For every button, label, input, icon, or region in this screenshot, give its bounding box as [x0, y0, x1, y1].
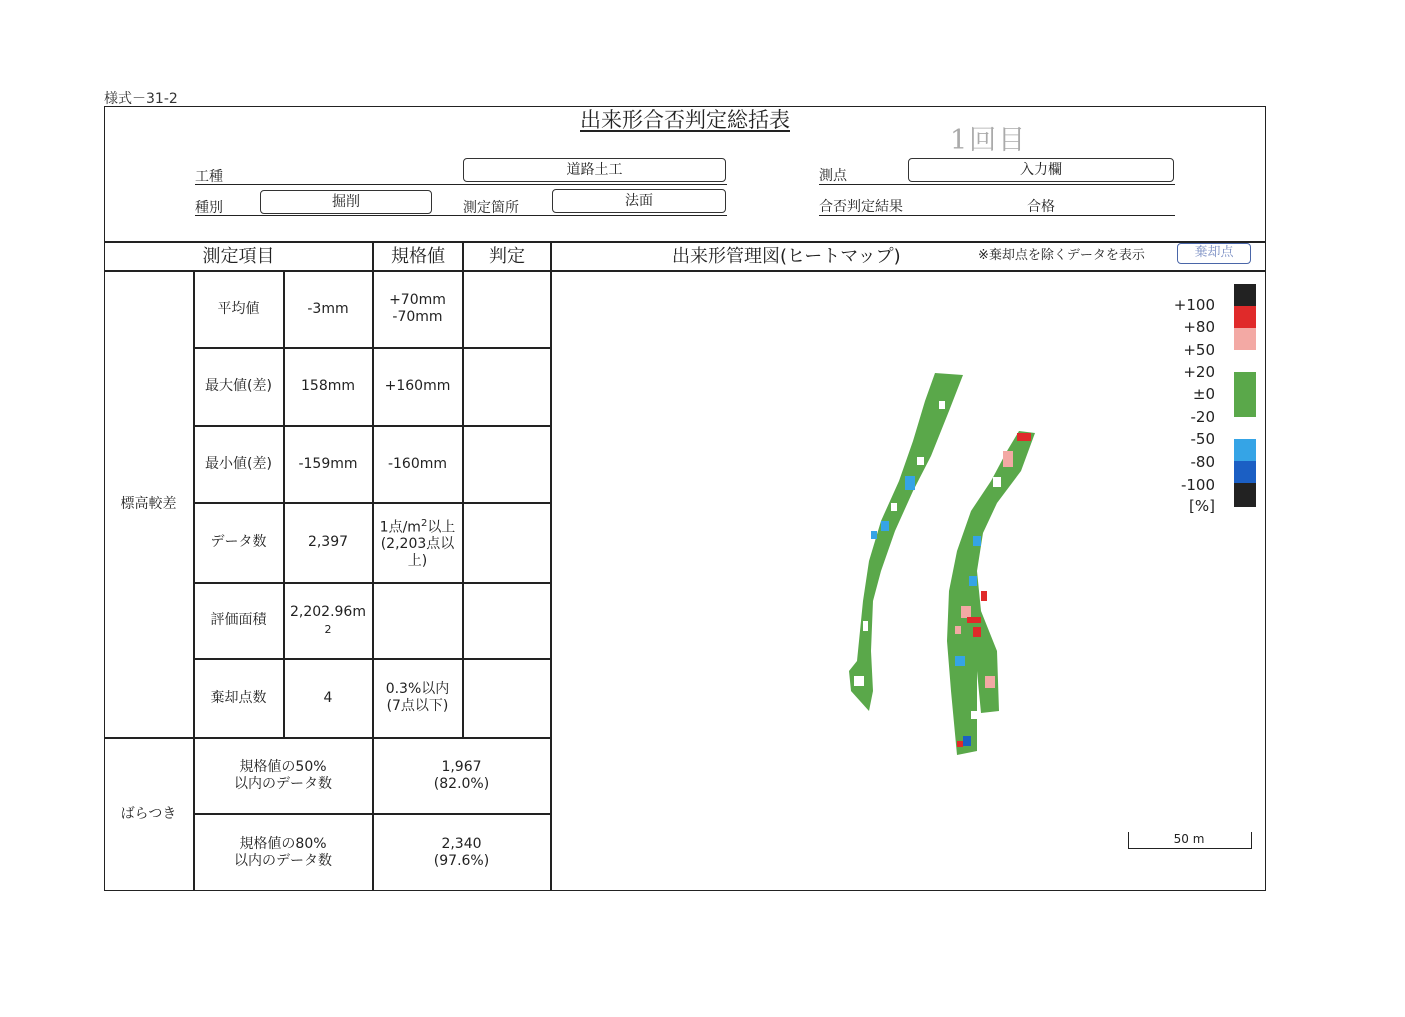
row-spec-min: -160mm	[387, 455, 448, 472]
legend-label: -50	[1190, 430, 1215, 448]
variation-value-50: 1,967 (82.0%)	[433, 758, 490, 792]
variation-name-80: 規格値の80% 以内のデータ数	[234, 835, 332, 869]
row-spec-area	[373, 583, 462, 658]
category-label: 種別	[195, 200, 223, 216]
legend-label: -80	[1190, 453, 1215, 471]
row-judge-average	[463, 271, 550, 347]
row-spec-data-count: 1点$/m^2$以上 (2,203点以上)	[379, 517, 456, 570]
col-header-judge: 判定	[489, 245, 525, 267]
row-name-rejected: 棄却点数	[210, 689, 267, 706]
legend-swatch-white	[1234, 350, 1256, 372]
reject-points-button[interactable]: 棄却点	[1177, 243, 1251, 264]
legend-label: ±0	[1192, 385, 1215, 403]
row-judge-min	[463, 426, 550, 502]
row-value-average: -3mm	[307, 300, 349, 317]
page-title: 出来形合否判定総括表	[580, 108, 790, 132]
row-value-max: 158mm	[301, 378, 355, 394]
row-value-rejected: 4	[323, 689, 333, 706]
row-judge-data-count	[463, 503, 550, 582]
col-header-item: 測定項目	[202, 245, 275, 267]
legend-swatch-pink	[1234, 328, 1256, 350]
col-header-spec: 規格値	[391, 245, 445, 267]
category-field[interactable]: 掘削	[260, 190, 432, 214]
handwritten-note: 1回目	[950, 125, 1028, 156]
legend-swatch-red	[1234, 306, 1256, 328]
row-judge-area	[463, 583, 550, 658]
row-name-min: 最小値(差)	[205, 455, 272, 472]
row-spec-max: +160mm	[384, 378, 451, 394]
heatmap-strip-west	[849, 373, 963, 711]
station-underline	[819, 184, 1175, 185]
heatmap-title: 出来形管理図(ヒートマップ)	[672, 246, 901, 267]
row-value-min: -159mm	[298, 455, 358, 472]
legend-swatch-blue	[1234, 439, 1256, 461]
legend-label: +80	[1183, 318, 1215, 336]
scale-label: 50 m	[1173, 832, 1205, 846]
station-field[interactable]: 入力欄	[908, 158, 1174, 182]
work-type-label: 工種	[195, 169, 223, 185]
result-value: 合格	[1027, 199, 1055, 215]
form-number: 様式－31-2	[104, 91, 178, 107]
work-type-underline	[195, 184, 727, 185]
location-field[interactable]: 法面	[552, 189, 726, 213]
row-spec-rejected: 0.3%以内 (7点以下)	[385, 681, 450, 714]
legend-unit: [%]	[1189, 497, 1215, 515]
legend-swatch-dark-blue	[1234, 461, 1256, 483]
legend-swatch-white	[1234, 417, 1256, 439]
legend-swatch-black	[1234, 284, 1256, 306]
legend-label: +20	[1183, 363, 1215, 381]
row-value-data-count: 2,397	[307, 534, 349, 550]
row-name-average: 平均値	[217, 300, 260, 317]
legend-label: -100	[1180, 476, 1215, 494]
group-elevation: 標高較差	[120, 495, 177, 512]
row-spec-average: +70mm -70mm	[389, 292, 446, 325]
row-value-area: 2,202.96m 2	[290, 603, 366, 636]
heatmap-note: ※棄却点を除くデータを表示	[978, 248, 1145, 263]
heatmap-strip-east	[947, 431, 1035, 755]
legend-swatch-green	[1234, 372, 1256, 417]
heatmap-legend	[1150, 280, 1260, 515]
variation-name-50: 規格値の50% 以内のデータ数	[234, 758, 332, 792]
group-variation: ばらつき	[120, 806, 177, 822]
station-label: 測点	[819, 168, 847, 184]
row-name-area: 評価面積	[210, 612, 267, 628]
row-judge-rejected	[463, 659, 550, 737]
location-label: 測定箇所	[463, 200, 519, 216]
legend-label: +100	[1173, 296, 1215, 314]
work-type-field[interactable]: 道路土工	[463, 158, 726, 182]
legend-label: +50	[1183, 341, 1215, 359]
category-underline	[195, 215, 727, 216]
result-label: 合否判定結果	[819, 199, 903, 215]
row-name-max: 最大値(差)	[205, 378, 272, 394]
row-name-data-count: データ数	[210, 534, 267, 550]
legend-label: -20	[1190, 408, 1215, 426]
legend-swatch-black	[1234, 483, 1256, 507]
row-judge-max	[463, 348, 550, 425]
variation-value-80: 2,340 (97.6%)	[433, 835, 490, 869]
